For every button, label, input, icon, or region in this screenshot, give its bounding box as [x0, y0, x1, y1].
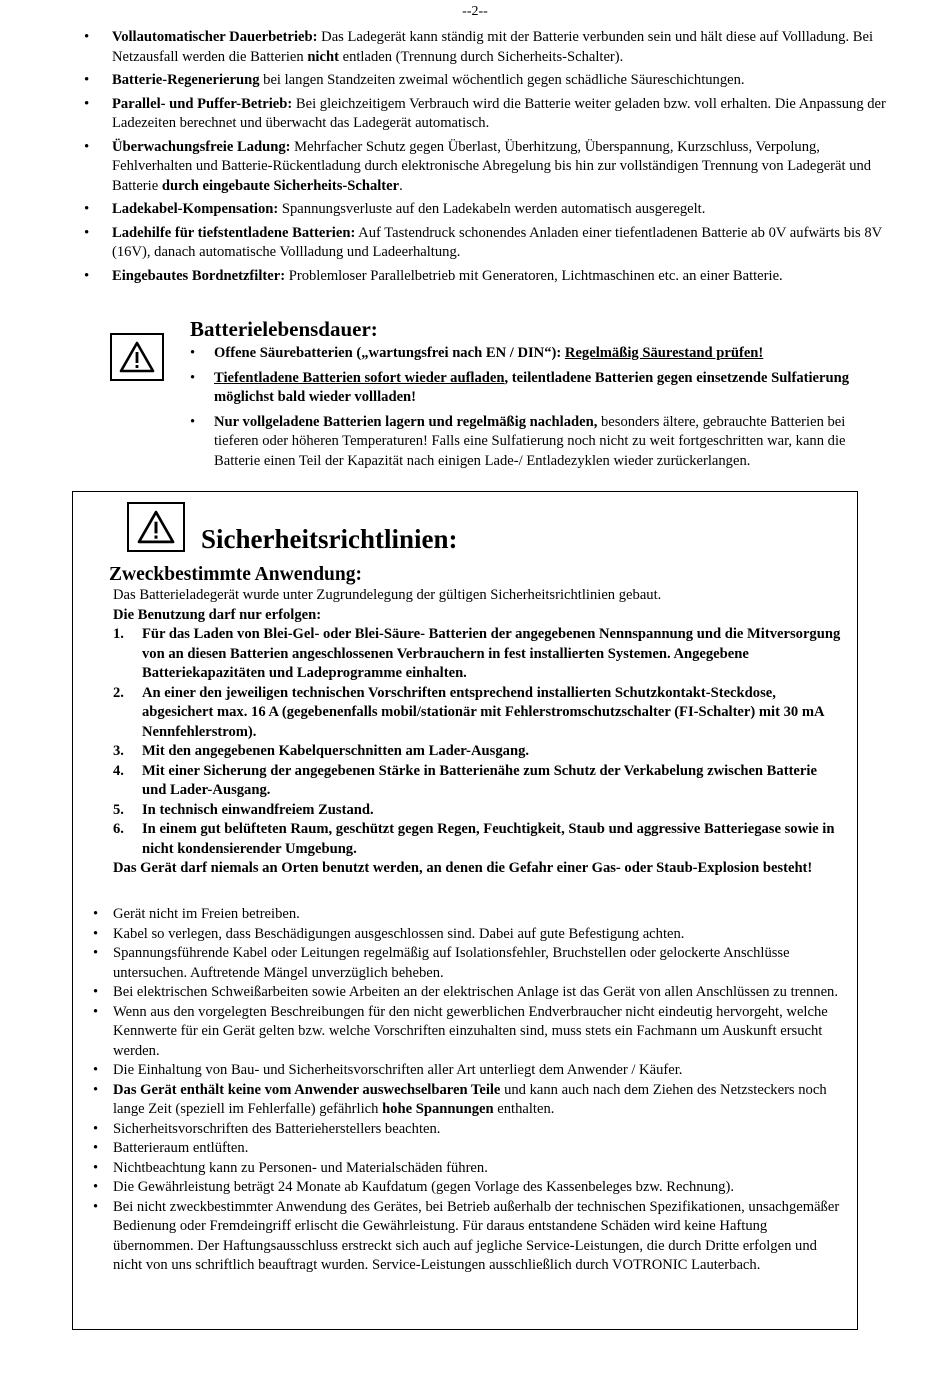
- safety-body: [113, 586, 843, 879]
- warning-triangle-icon: [127, 502, 185, 552]
- usage-rule: [113, 801, 843, 821]
- feature-item: [84, 71, 889, 91]
- feature-text: .: [399, 177, 403, 194]
- safety-bullet: [93, 1081, 843, 1120]
- safety-bullet: [93, 1120, 843, 1140]
- rule-text: Mit einer Sicherung der angegebenen Stärke in Batterienähe zum Schutz der Verkabelung zwischen Batterie und Lader-Ausgang.: [142, 762, 817, 798]
- feature-item: [84, 200, 889, 220]
- feature-text: nicht: [307, 48, 339, 65]
- safety-bullet: [93, 1178, 843, 1198]
- battery-life-item: [190, 369, 890, 408]
- feature-text: Auf Tastendruck schonendes Anladen einer tiefentladenen Batterie ab 0V aufwärts bis 8V (16V), danach automatische Vollladung und Ladeerhaltung.: [112, 224, 882, 260]
- usage-rule: [113, 625, 843, 684]
- safety-bullet-text: hohe Spannungen: [382, 1101, 494, 1117]
- rule-number: 3.: [113, 743, 124, 759]
- feature-text: entladen (Trennung durch Sicherheits-Schalter).: [338, 48, 624, 65]
- feature-label: Vollautomatischer Dauerbetrieb:: [112, 29, 318, 45]
- safety-bullet: [93, 983, 843, 1003]
- feature-label: Batterie-Regenerierung: [112, 72, 260, 88]
- feature-label: Ladekabel-Kompensation:: [112, 201, 279, 217]
- feature-text: Problemloser Parallelbetrieb mit Generatoren, Lichtmaschinen etc. an einer Batterie.: [285, 267, 783, 284]
- safety-bullet: [93, 1139, 843, 1159]
- feature-item: [84, 224, 889, 263]
- safety-title: Sicherheitsrichtlinien:: [201, 524, 458, 554]
- rule-text: An einer den jeweiligen technischen Vorschriften entsprechend installierten Schutzkontakt-Steckdose, abgesichert max. 16 A (gegebenenfalls mobil/stationär mit Fehlerstromschutzschalter (FI-Schalter) mit 30 mA Nennfehlerstrom).: [142, 684, 824, 740]
- battery-life-text: Regelmäßig Säurestand prüfen!: [564, 345, 764, 361]
- safety-bullet: [93, 1061, 843, 1081]
- usage-rule: [113, 820, 843, 859]
- battery-life-text: besonders ältere, gebrauchte Batterien bei tieferen oder höheren Temperaturen! Falls eine Sulfatierung noch nicht zu weit fortgeschritten war, kann die Batterie einen Teil der Kapazität nach einigen Lade-/ Entladezyklen wieder zurückerlangen.: [214, 413, 846, 469]
- usage-rule: [113, 742, 843, 762]
- feature-text: Bei gleichzeitigem Verbrauch wird die Batterie weiter geladen bzw. voll erhalten. Die Anpassung der Ladezeiten berechnet und überwacht das Ladegerät automatisch.: [112, 95, 886, 131]
- battery-life-text: Nur vollgeladene Batterien lagern und regelmäßig nachladen,: [214, 413, 598, 430]
- feature-text: Das Ladegerät kann ständig mit der Batterie verbunden sein und hält diese auf Vollladung. Bei Netzausfall werden die Batterien: [112, 29, 874, 65]
- feature-text: Spannungsverluste auf den Ladekabeln werden automatisch ausgeregelt.: [278, 201, 706, 217]
- feature-label: Parallel- und Puffer-Betrieb:: [112, 95, 293, 112]
- rule-number: 4.: [113, 762, 124, 779]
- battery-life-item: [190, 344, 890, 364]
- feature-item: [84, 28, 889, 67]
- safety-bullet-text: Bei nicht zweckbestimmter Anwendung des Gerätes, bei Betrieb außerhalb der technischen Spezifikationen, unsachgemäßer Bedienung oder Fremdeingriff erlischt die Gewährleistung. Für daraus entstandene Schäden wird keine Haftung übernommen. Der Haftungsausschluss erstreckt sich auch auf jegliche Service-Leistungen, die durch Dritte erfolgen und nicht von uns schriftlich beauftragt wurden. Service-Leistungen ausschließlich durch VOTRONIC Lauterbach.: [113, 1198, 840, 1273]
- safety-bullet-text: Wenn aus den vorgelegten Beschreibungen für den nicht gewerblichen Endverbraucher nicht eindeutig hervorgeht, welche Kennwerte für ein Gerät gelten bzw. welche Vorschriften einzuhalten sind, muss stets ein Fachmann um Auskunft ersucht werden.: [113, 1003, 828, 1059]
- usage-rule: [113, 762, 843, 801]
- rule-text: Mit den angegebenen Kabelquerschnitten am Lader-Ausgang.: [142, 743, 530, 759]
- safety-intro: Das Batterieladegerät wurde unter Zugrundelegung der gültigen Sicherheitsrichtlinien gebaut.: [113, 587, 662, 603]
- usage-heading: Die Benutzung darf nur erfolgen:: [113, 606, 322, 623]
- rule-number: 1.: [113, 626, 124, 642]
- battery-life-section: [190, 316, 890, 476]
- feature-text: Mehrfacher Schutz gegen Überlast, Überhitzung, Überspannung, Kurzschluss, Verpolung, Fehlverhalten und Batterie-Rückentladung durch elektronische Abregelung bis hin zur vollständigen Trennung von Ladegerät und Batterie: [112, 138, 872, 194]
- safety-bullet-text: Sicherheitsvorschriften des Batterieherstellers beachten.: [113, 1120, 441, 1137]
- feature-text: bei langen Standzeiten zweimal wöchentlich gegen schädliche Säureschichtungen.: [259, 72, 745, 88]
- safety-bullet-text: Die Gewährleistung beträgt 24 Monate ab Kaufdatum (gegen Vorlage des Kassenbeleges bzw. Rechnung).: [113, 1179, 734, 1195]
- safety-bullet: [93, 1198, 843, 1276]
- feature-label: Ladehilfe für tiefstentladene Batterien:: [112, 224, 356, 241]
- safety-bullets: [93, 905, 843, 1276]
- feature-item: [84, 138, 889, 197]
- usage-rule: [113, 684, 843, 743]
- safety-bullet-text: Batterieraum entlüften.: [113, 1140, 249, 1156]
- feature-label: Überwachungsfreie Ladung:: [112, 138, 291, 155]
- feature-item: [84, 95, 889, 134]
- safety-bullet: [93, 1159, 843, 1179]
- feature-text: durch eingebaute Sicherheits-Schalter: [161, 177, 400, 194]
- battery-life-list: [190, 344, 890, 471]
- rule-text: Für das Laden von Blei-Gel- oder Blei-Säure- Batterien der angegebenen Nennspannung und die Mitversorgung von an diesen Batterien angeschlossenen Verbrauchern in fest installierten Systemen. Angegebene Batteriekapazitäten und Ladeprogramme einhalten.: [142, 626, 841, 681]
- safety-bullet: [93, 905, 843, 925]
- usage-rules: [113, 625, 843, 859]
- intended-use-heading: Zweckbestimmte Anwendung:: [109, 564, 362, 585]
- rule-text: In technisch einwandfreiem Zustand.: [142, 801, 374, 818]
- safety-bullet-text: Kabel so verlegen, dass Beschädigungen ausgeschlossen sind. Dabei auf gute Befestigung achten.: [113, 925, 685, 942]
- safety-bullet: [93, 925, 843, 945]
- battery-life-text: Offene Säurebatterien („wartungsfrei nach EN / DIN“):: [214, 345, 565, 361]
- warning-triangle-icon: [110, 333, 164, 381]
- feature-label: Eingebautes Bordnetzfilter:: [112, 267, 286, 284]
- feature-item: [84, 267, 889, 287]
- page-number: --2--: [462, 4, 488, 19]
- safety-guidelines-box: [72, 491, 858, 1330]
- feature-list: [84, 28, 889, 290]
- safety-bullet-text: und kann auch nach dem Ziehen des Netzsteckers noch lange Zeit (speziell im Fehlerfalle) gefährlich: [113, 1081, 827, 1117]
- battery-life-text: , teilentladene Batterien gegen einsetzende Sulfatierung möglichst bald wieder vollladen!: [214, 369, 850, 405]
- safety-bullet-text: Spannungsführende Kabel oder Leitungen regelmäßig auf Isolationsfehler, Bruchstellen oder gelockerte Anschlüsse untersuchen. Auftretende Mängel unverzüglich beheben.: [113, 945, 790, 981]
- rule-text: In einem gut belüfteten Raum, geschützt gegen Regen, Feuchtigkeit, Staub und aggressive Batteriegase sowie in nicht kondensierender Umgebung.: [142, 821, 835, 857]
- safety-bullet-text: Das Gerät enthält keine vom Anwender auswechselbaren Teile: [113, 1081, 501, 1098]
- explosion-warning: Das Gerät darf niemals an Orten benutzt werden, an denen die Gefahr einer Gas- oder Staub-Explosion besteht!: [113, 860, 813, 876]
- safety-bullet-text: Nichtbeachtung kann zu Personen- und Materialschäden führen.: [113, 1159, 488, 1176]
- battery-life-heading: Batterielebensdauer:: [190, 317, 378, 341]
- rule-number: 2.: [113, 684, 124, 701]
- battery-life-item: [190, 413, 890, 472]
- safety-bullet-text: enthalten.: [493, 1101, 555, 1117]
- safety-bullet-text: Bei elektrischen Schweißarbeiten sowie Arbeiten an der elektrischen Anlage ist das Gerät von allen Anschlüssen zu trennen.: [113, 984, 838, 1000]
- rule-number: 5.: [113, 801, 124, 818]
- safety-bullet-text: Die Einhaltung von Bau- und Sicherheitsvorschriften aller Art unterliegt dem Anwender / Käufer.: [113, 1062, 683, 1078]
- safety-bullet: [93, 944, 843, 983]
- battery-life-text: Tiefentladene Batterien sofort wieder aufladen: [214, 369, 505, 386]
- safety-bullet: [93, 1003, 843, 1062]
- safety-bullet-text: Gerät nicht im Freien betreiben.: [113, 906, 300, 922]
- rule-number: 6.: [113, 821, 124, 837]
